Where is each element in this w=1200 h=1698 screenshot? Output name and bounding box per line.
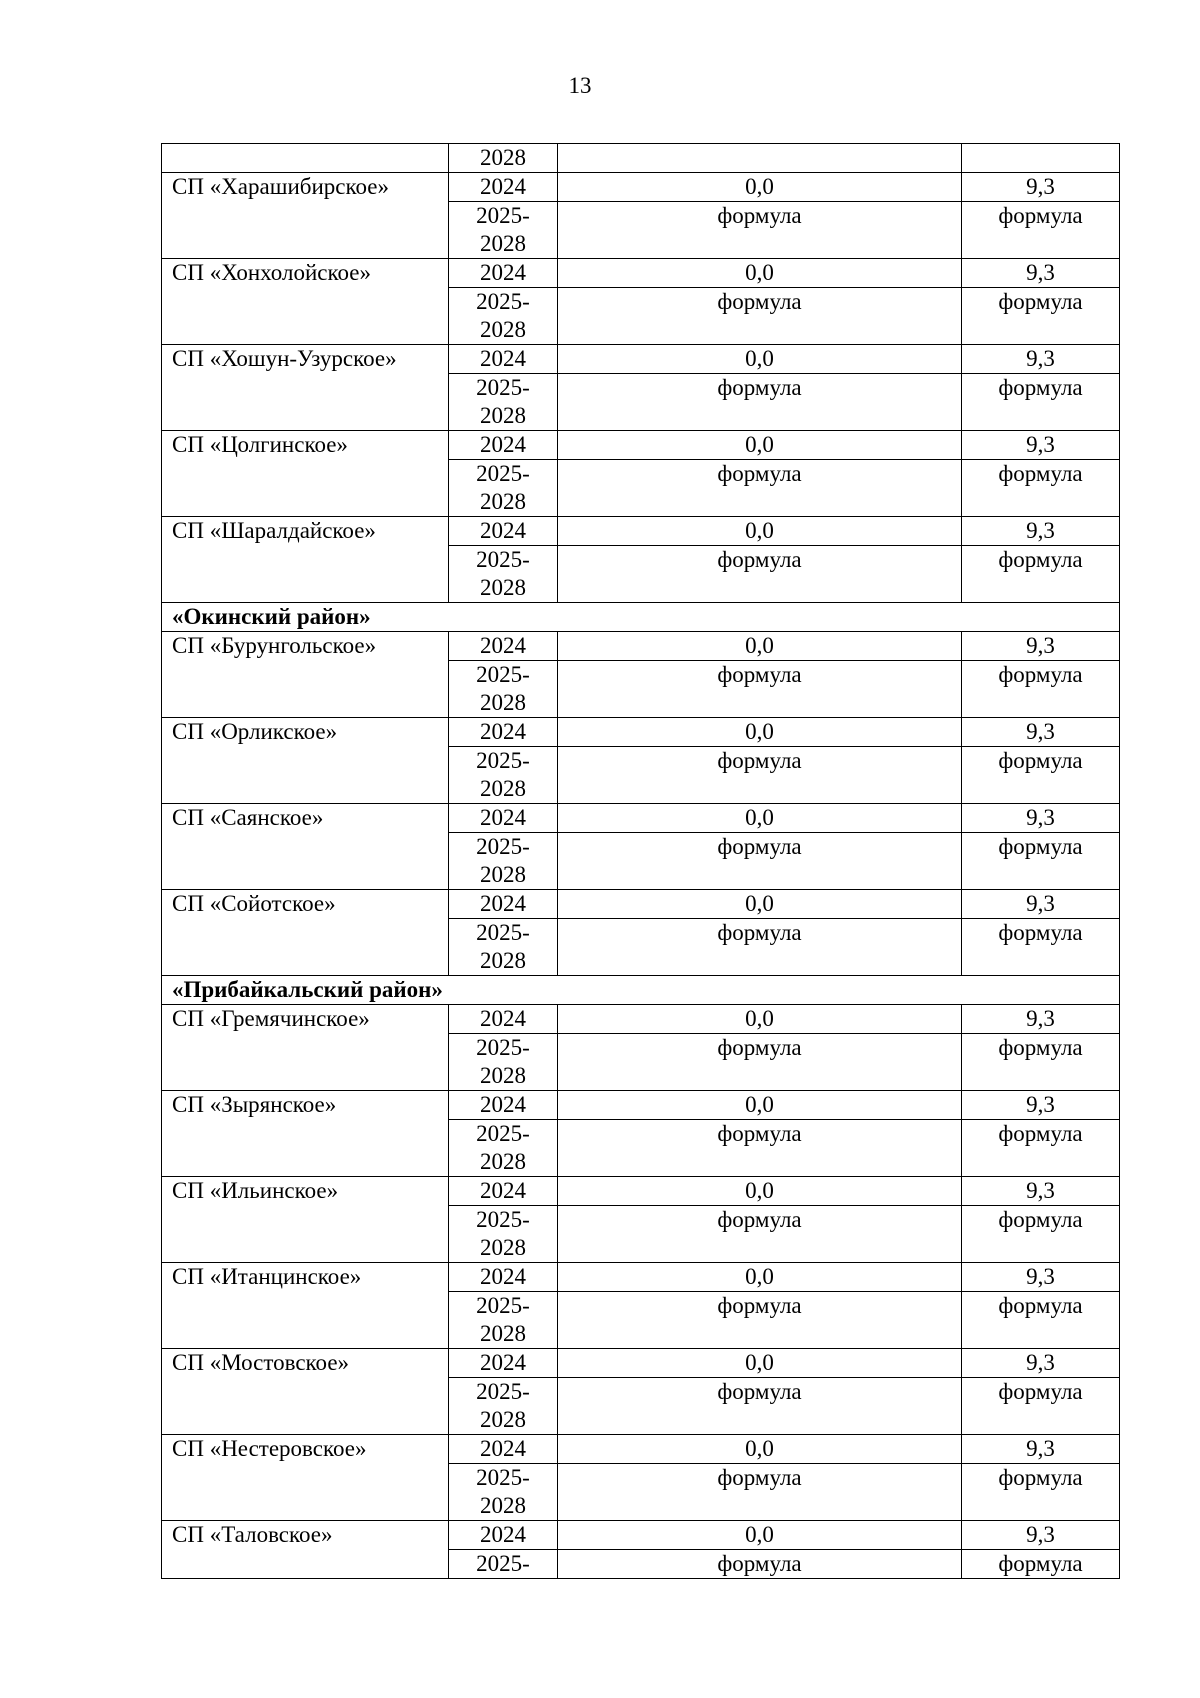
value-cell: формула [962, 202, 1120, 259]
table-row [162, 144, 1120, 173]
value-cell: формула [962, 1206, 1120, 1263]
value-cell: 0,0 [558, 1091, 962, 1120]
value-cell: 0,0 [558, 345, 962, 374]
value-cell: формула [558, 1292, 962, 1349]
district-title: «Прибайкальский район» [162, 976, 1120, 1005]
value-cell: формула [962, 1464, 1120, 1521]
value-cell: 9,3 [962, 1177, 1120, 1206]
value-cell: 9,3 [962, 173, 1120, 202]
value-cell: формула [962, 1292, 1120, 1349]
year-range-end: 2028 [480, 403, 526, 428]
table-row [162, 431, 1120, 460]
year-range-end: 2028 [480, 776, 526, 801]
value-cell: 0,0 [558, 632, 962, 661]
value-cell: 0,0 [558, 259, 962, 288]
year-cell: 2024 [449, 431, 558, 460]
settlement-name: СП «Харашибирское» [162, 173, 449, 259]
year-range-end: 2028 [480, 231, 526, 256]
year-range-end: 2028 [480, 690, 526, 715]
value-cell: формула [962, 1378, 1120, 1435]
value-cell: формула [962, 460, 1120, 517]
value-cell: 0,0 [558, 890, 962, 919]
year-range-start: 2025- [476, 547, 530, 572]
year-range-cell [449, 288, 558, 345]
value-cell: формула [558, 1120, 962, 1177]
year-range-end: 2028 [480, 862, 526, 887]
settlement-name: СП «Зырянское» [162, 1091, 449, 1177]
settlement-name: СП «Сойотское» [162, 890, 449, 976]
table-row [162, 173, 1120, 202]
value-cell: 9,3 [962, 804, 1120, 833]
year-range-start: 2025- [476, 289, 530, 314]
settlement-name: СП «Саянское» [162, 804, 449, 890]
value-cell: 9,3 [962, 1521, 1120, 1550]
value-cell: формула [962, 1550, 1120, 1579]
year-cell: 2024 [449, 1435, 558, 1464]
year-range-start: 2025- [476, 662, 530, 687]
settlement-name: СП «Ильинское» [162, 1177, 449, 1263]
value-cell: 9,3 [962, 1005, 1120, 1034]
table-row [162, 718, 1120, 747]
value-cell: формула [558, 546, 962, 603]
value-cell: 0,0 [558, 1349, 962, 1378]
value-cell: формула [558, 919, 962, 976]
value-cell: формула [558, 1378, 962, 1435]
year-range-start: 2025- [476, 203, 530, 228]
year-range-end: 2028 [480, 575, 526, 600]
value-cell: формула [962, 1120, 1120, 1177]
value-cell: 9,3 [962, 1349, 1120, 1378]
year-cell: 2024 [449, 517, 558, 546]
table-row [162, 1263, 1120, 1292]
year-range-cell [449, 1464, 558, 1521]
year-cell: 2024 [449, 1005, 558, 1034]
year-range-end: 2028 [480, 1407, 526, 1432]
value-cell: 9,3 [962, 431, 1120, 460]
value-cell: 0,0 [558, 517, 962, 546]
value-cell: формула [962, 661, 1120, 718]
value-cell: 9,3 [962, 632, 1120, 661]
value-cell: 9,3 [962, 890, 1120, 919]
year-cell: 2024 [449, 345, 558, 374]
year-cell: 2024 [449, 1091, 558, 1120]
year-cell: 2024 [449, 259, 558, 288]
value-cell: формула [558, 374, 962, 431]
year-range-start: 2025- [476, 1465, 530, 1490]
year-range-start: 2025- [476, 375, 530, 400]
settlement-name: СП «Гремячинское» [162, 1005, 449, 1091]
year-range-cell [449, 374, 558, 431]
year-range-cell [449, 919, 558, 976]
district-title: «Окинский район» [162, 603, 1120, 632]
year-range-cell [449, 747, 558, 804]
value-cell: формула [962, 374, 1120, 431]
page-number: 13 [568, 73, 592, 98]
value-cell: 0,0 [558, 1177, 962, 1206]
year-cell: 2028 [449, 144, 558, 173]
value-cell: 9,3 [962, 1435, 1120, 1464]
settlement-name: СП «Таловское» [162, 1521, 449, 1579]
settlement-name: СП «Мостовское» [162, 1349, 449, 1435]
table-row [162, 1349, 1120, 1378]
value-cell: формула [558, 833, 962, 890]
year-range-start: 2025- [476, 834, 530, 859]
table-row [162, 1091, 1120, 1120]
year-range-start: 2025- [476, 1293, 530, 1318]
table-row [162, 1521, 1120, 1550]
year-range-start: 2025- [476, 461, 530, 486]
year-range-cell [449, 1206, 558, 1263]
year-range-cell [449, 460, 558, 517]
table-row [162, 890, 1120, 919]
year-cell: 2024 [449, 1263, 558, 1292]
year-range-start: 2025- [476, 1207, 530, 1232]
year-range-start: 2025- [476, 920, 530, 945]
value-cell: формула [962, 1034, 1120, 1091]
district-header-row [162, 976, 1120, 1005]
year-cell: 2024 [449, 1349, 558, 1378]
table-row [162, 259, 1120, 288]
value-cell: 0,0 [558, 1435, 962, 1464]
value-cell: формула [962, 833, 1120, 890]
settlement-name: СП «Шаралдайское» [162, 517, 449, 603]
year-range-cell [449, 1378, 558, 1435]
table-body [162, 144, 1120, 1579]
value-cell: 0,0 [558, 804, 962, 833]
value-cell: 0,0 [558, 173, 962, 202]
year-range-end: 2028 [480, 1235, 526, 1260]
value-cell: 9,3 [962, 1263, 1120, 1292]
year-range-start: 2025- [476, 1121, 530, 1146]
year-range-end: 2028 [480, 948, 526, 973]
value-cell: формула [558, 747, 962, 804]
table-row [162, 804, 1120, 833]
year-range-start: 2025- [476, 748, 530, 773]
value-cell: 9,3 [962, 1091, 1120, 1120]
year-range-start: 2025- [476, 1035, 530, 1060]
value-cell: формула [962, 747, 1120, 804]
value-cell: формула [962, 546, 1120, 603]
table-row [162, 517, 1120, 546]
year-range-end: 2028 [480, 1493, 526, 1518]
value-cell [558, 144, 962, 173]
district-header-row [162, 603, 1120, 632]
value-cell: формула [962, 288, 1120, 345]
year-range-cell [449, 833, 558, 890]
value-cell: 0,0 [558, 1263, 962, 1292]
value-cell: 9,3 [962, 259, 1120, 288]
year-cell: 2024 [449, 804, 558, 833]
year-cell: 2024 [449, 718, 558, 747]
value-cell: формула [558, 202, 962, 259]
settlements-table [161, 143, 1120, 1579]
year-range-cell [449, 546, 558, 603]
value-cell: 9,3 [962, 718, 1120, 747]
year-range-start: 2025- [476, 1551, 530, 1576]
settlement-name: СП «Бурунгольское» [162, 632, 449, 718]
table-row [162, 1005, 1120, 1034]
value-cell: 9,3 [962, 345, 1120, 374]
value-cell: 0,0 [558, 1005, 962, 1034]
value-cell: формула [558, 460, 962, 517]
settlement-name: СП «Хонхолойское» [162, 259, 449, 345]
year-cell: 2024 [449, 632, 558, 661]
table-row [162, 345, 1120, 374]
settlement-name: СП «Итанцинское» [162, 1263, 449, 1349]
settlement-name: СП «Цолгинское» [162, 431, 449, 517]
value-cell: формула [558, 1464, 962, 1521]
name-cell [162, 144, 449, 173]
year-range-cell [449, 1292, 558, 1349]
year-cell: 2024 [449, 1177, 558, 1206]
value-cell: формула [558, 1206, 962, 1263]
year-cell: 2024 [449, 173, 558, 202]
value-cell: формула [558, 661, 962, 718]
value-cell: 0,0 [558, 718, 962, 747]
table-row [162, 1435, 1120, 1464]
year-range-start: 2025- [476, 1379, 530, 1404]
table-row [162, 632, 1120, 661]
year-range-end: 2028 [480, 1321, 526, 1346]
value-cell: 0,0 [558, 431, 962, 460]
value-cell: формула [558, 1550, 962, 1579]
value-cell: формула [558, 1034, 962, 1091]
year-range-end: 2028 [480, 1063, 526, 1088]
table-row [162, 1177, 1120, 1206]
value-cell: формула [962, 919, 1120, 976]
value-cell: формула [558, 288, 962, 345]
year-range-end: 2028 [480, 1149, 526, 1174]
year-range-cell [449, 1034, 558, 1091]
year-range-cell [449, 1120, 558, 1177]
value-cell: 9,3 [962, 517, 1120, 546]
year-range-cell [449, 1550, 558, 1579]
year-cell: 2024 [449, 890, 558, 919]
settlement-name: СП «Хошун-Узурское» [162, 345, 449, 431]
value-cell: 0,0 [558, 1521, 962, 1550]
settlement-name: СП «Орликское» [162, 718, 449, 804]
year-range-end: 2028 [480, 317, 526, 342]
settlement-name: СП «Нестеровское» [162, 1435, 449, 1521]
year-range-end: 2028 [480, 489, 526, 514]
year-range-cell [449, 202, 558, 259]
value-cell [962, 144, 1120, 173]
year-cell: 2024 [449, 1521, 558, 1550]
year-range-cell [449, 661, 558, 718]
